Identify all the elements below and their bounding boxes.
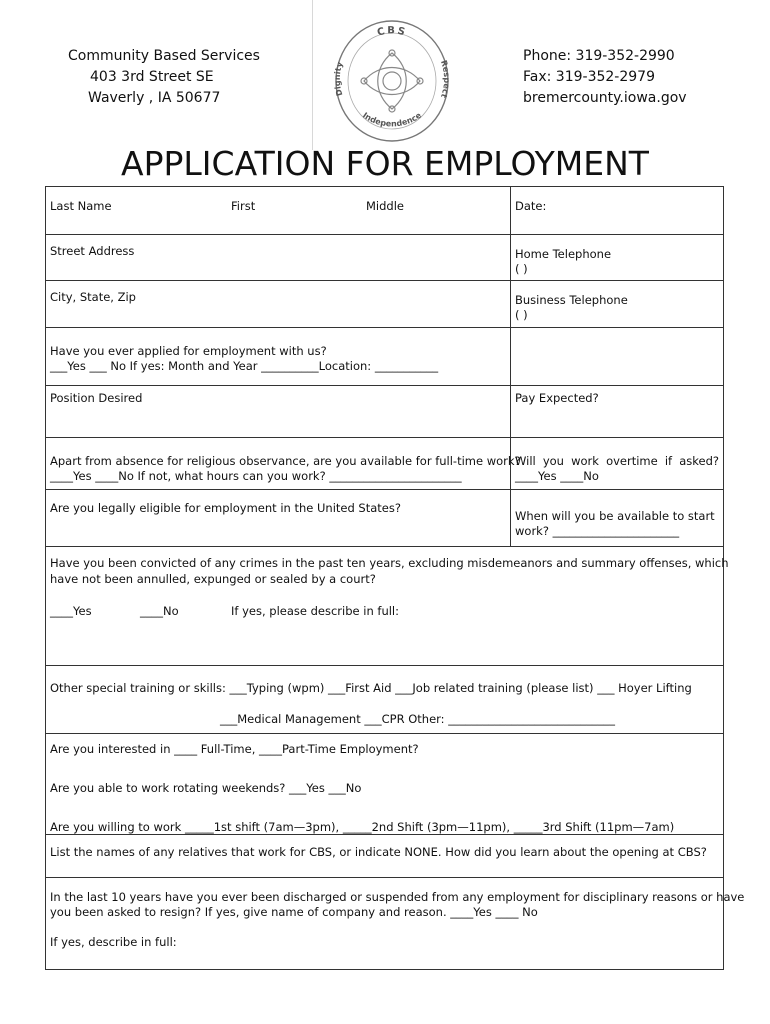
conviction-question-line1: Have you been convicted of any crimes in the past ten years, excluding misdemeanors and summary offenses, which xyxy=(50,556,729,570)
overtime-answer-line: ____Yes ____No xyxy=(515,469,599,483)
row-divider xyxy=(46,489,723,490)
logo-text-bottom: Independence xyxy=(360,110,424,129)
conviction-yes: ____Yes xyxy=(50,604,92,618)
row-divider xyxy=(46,733,723,734)
fax: Fax: 319-352-2979 xyxy=(523,69,655,85)
row-divider xyxy=(46,546,723,547)
logo-text-left: Dignity xyxy=(333,60,345,97)
applied-before-question: Have you ever applied for employment with us? xyxy=(50,344,327,358)
start-date-question: When will you be available to start xyxy=(515,509,715,523)
home-telephone-area: ( ) xyxy=(515,262,528,276)
column-divider xyxy=(510,187,511,546)
page-title: APPLICATION FOR EMPLOYMENT xyxy=(121,144,649,183)
date-label: Date: xyxy=(515,199,547,213)
fulltime-question: Apart from absence for religious observance, are you available for full-time work? xyxy=(50,454,521,468)
pay-expected-label: Pay Expected? xyxy=(515,391,599,405)
website: bremercounty.iowa.gov xyxy=(523,90,687,106)
training-line-2: ___Medical Management ___CPR Other: _____________________________ xyxy=(220,712,615,726)
business-telephone-label: Business Telephone xyxy=(515,293,628,307)
header-divider xyxy=(312,0,313,150)
logo-text-right: Respect xyxy=(438,59,451,100)
shift-preference-question: Are you willing to work _____1st shift (7am—3pm), _____2nd Shift (3pm—11pm), _____3rd Shift (11pm—7am) xyxy=(50,820,675,834)
discharged-question-line2: you been asked to resign? If yes, give name of company and reason. ____Yes ____ No xyxy=(50,905,538,919)
relatives-question: List the names of any relatives that work for CBS, or indicate NONE. How did you learn about the opening at CBS? xyxy=(50,845,707,859)
overtime-question: Will you work overtime if asked? xyxy=(515,454,719,468)
last-name-label: Last Name xyxy=(50,199,112,213)
row-divider xyxy=(46,437,723,438)
cbs-logo xyxy=(333,18,451,144)
applied-before-answer-line: ___Yes ___ No If yes: Month and Year __________Location: ___________ xyxy=(50,359,439,373)
street-address-label: Street Address xyxy=(50,244,135,258)
svg-text:Respect xyxy=(439,59,451,99)
eligibility-question: Are you legally eligible for employment in the United States? xyxy=(50,501,401,515)
svg-text:Independence xyxy=(361,110,424,128)
fulltime-answer-line: ____Yes ____No If not, what hours can you work? _______________________ xyxy=(50,469,462,483)
org-city: Waverly , IA 50677 xyxy=(88,90,221,106)
middle-name-label: Middle xyxy=(366,199,404,213)
org-name: Community Based Services xyxy=(68,48,260,64)
phone: Phone: 319-352-2990 xyxy=(523,48,675,64)
logo-emblem-icon xyxy=(361,50,423,112)
row-divider xyxy=(46,234,723,235)
first-name-label: First xyxy=(231,199,256,213)
row-divider xyxy=(46,327,723,328)
conviction-question-line2: have not been annulled, expunged or sealed by a court? xyxy=(50,572,376,586)
home-telephone-label: Home Telephone xyxy=(515,247,612,261)
city-state-zip-label: City, State, Zip xyxy=(50,290,136,304)
row-divider xyxy=(46,877,723,878)
start-date-answer-line: work? ______________________ xyxy=(515,524,680,538)
rotating-weekends-question: Are you able to work rotating weekends? ___Yes ___No xyxy=(50,781,362,795)
employment-type-question: Are you interested in ____ Full-Time, ____Part-Time Employment? xyxy=(50,742,419,756)
org-street: 403 3rd Street SE xyxy=(90,69,214,85)
row-divider xyxy=(46,665,723,666)
row-divider xyxy=(46,280,723,281)
contact-info xyxy=(523,46,687,109)
business-telephone-area: ( ) xyxy=(515,308,528,322)
svg-text:Dignity xyxy=(333,60,345,97)
conviction-no: ____No xyxy=(140,604,179,618)
training-line-1: Other special training or skills: ___Typing (wpm) ___First Aid ___Job related training (please list) ___ Hoyer Lifting xyxy=(50,681,692,695)
discharged-describe-label: If yes, describe in full: xyxy=(50,935,177,949)
organization-address xyxy=(68,46,260,109)
discharged-question-line1: In the last 10 years have you ever been discharged or suspended from any employment for disciplinary reasons or have xyxy=(50,890,745,904)
application-form xyxy=(45,186,745,970)
conviction-describe-label: If yes, please describe in full: xyxy=(231,604,400,618)
logo-text-top: CBS xyxy=(376,25,408,39)
position-desired-label: Position Desired xyxy=(50,391,143,405)
row-divider xyxy=(46,385,723,386)
svg-text:CBS xyxy=(376,25,408,38)
